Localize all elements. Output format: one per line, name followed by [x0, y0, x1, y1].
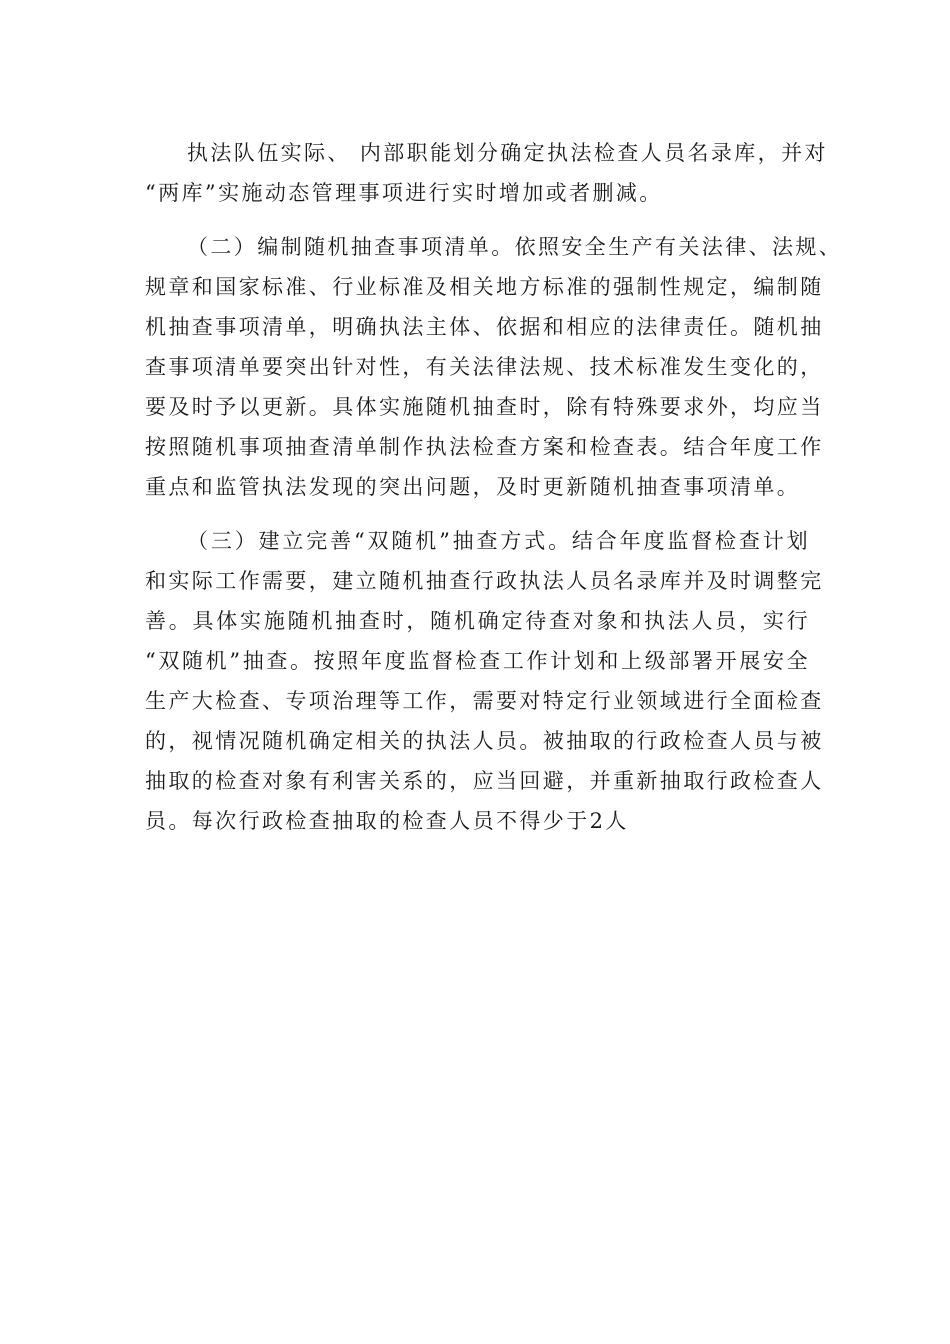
paragraph-line: “两库”实施动态管理事项进行实时增加或者删减。: [145, 181, 663, 205]
paragraph-continuation: [145, 133, 828, 213]
document-body: [145, 133, 843, 841]
paragraph-line: （三）建立完善“双随机”抽查方式。结合年度监督检查计划: [187, 529, 810, 553]
paragraph-line: 重点和监管执法发现的突出问题，及时更新随机抽查事项清单。: [145, 475, 801, 499]
paragraph-line: 规章和国家标准、行业标准及相关地方标准的强制性规定，编制随: [145, 275, 824, 299]
paragraph-section-2: [145, 227, 843, 507]
paragraph-line: 生产大检查、专项治理等工作，需要对特定行业领域进行全面检查: [145, 689, 824, 713]
paragraph-line: 善。具体实施随机抽查时，随机确定待查对象和执法人员，实行: [145, 609, 810, 633]
paragraph-line: 和实际工作需要，建立随机抽查行政执法人员名录库并及时调整完: [145, 569, 824, 593]
paragraph-spacer: [145, 213, 810, 227]
paragraph-spacer: [145, 507, 810, 521]
paragraph-line: 机抽查事项清单，明确执法主体、依据和相应的法律责任。随机抽: [145, 315, 824, 339]
paragraph-line: “双随机”抽查。按照年度监督检查工作计划和上级部署开展安全: [145, 649, 810, 673]
paragraph-line: （二）编制随机抽查事项清单。依照安全生产有关法律、法规、: [187, 235, 843, 259]
paragraph-line: 查事项清单要突出针对性，有关法律法规、技术标准发生变化的，: [145, 355, 824, 379]
paragraph-line: 要及时予以更新。具体实施随机抽查时，除有特殊要求外，均应当: [145, 395, 824, 419]
paragraph-section-3: [145, 521, 824, 841]
paragraph-line: 抽取的检查对象有利害关系的，应当回避，并重新抽取行政检查人: [145, 769, 824, 793]
paragraph-line: 按照随机事项抽查清单制作执法检查方案和检查表。结合年度工作: [145, 435, 824, 459]
paragraph-line: 的，视情况随机确定相关的执法人员。被抽取的行政检查人员与被: [145, 729, 824, 753]
paragraph-line: 执法队伍实际、 内部职能划分确定执法检查人员名录库，并对: [187, 141, 828, 165]
paragraph-line: 员。每次行政检查抽取的检查人员不得少于2人: [145, 809, 629, 833]
